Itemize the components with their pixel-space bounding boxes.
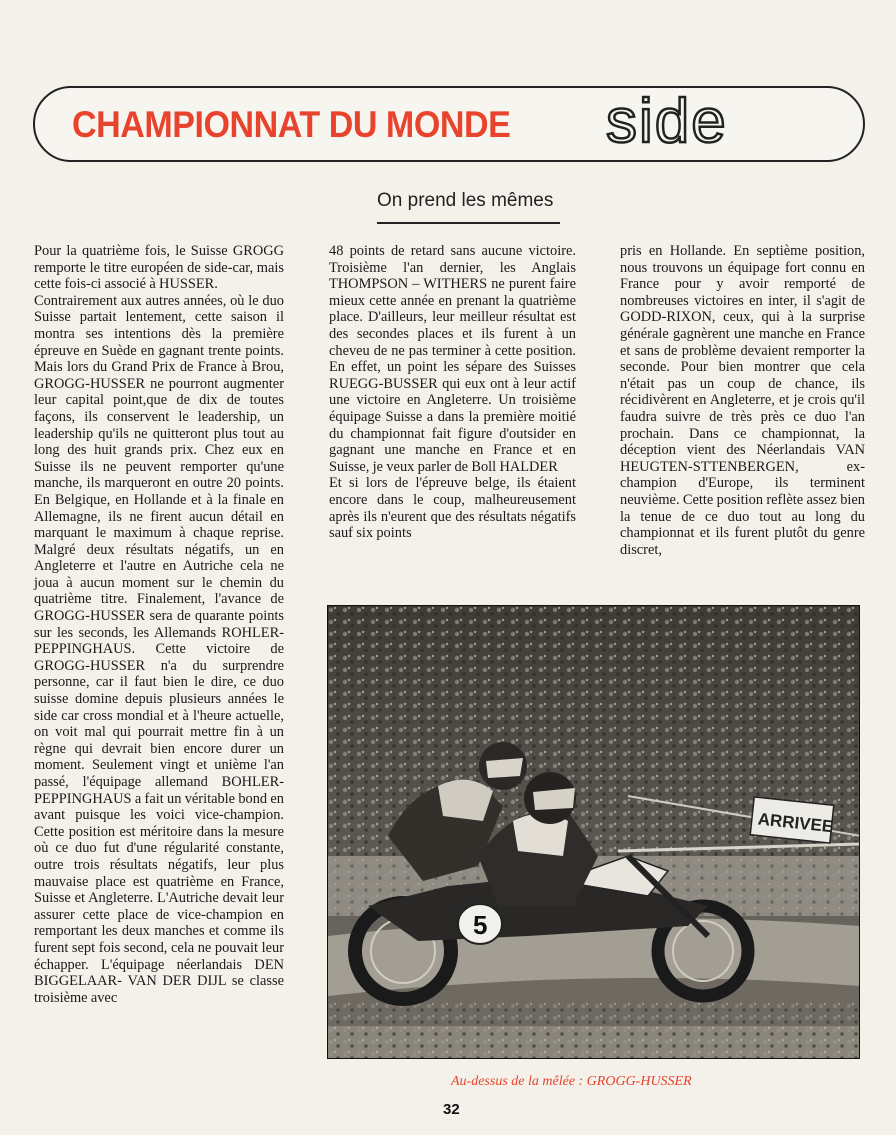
finish-banner-text: ARRIVEE — [756, 809, 835, 837]
article-subtitle: On prend les mêmes — [377, 190, 554, 211]
page-title-side: side — [606, 87, 728, 156]
sidecar-photo — [327, 605, 860, 1059]
finish-banner — [750, 797, 834, 843]
article-column-1: Pour la quatrième fois, le Suisse GROGG remporte le titre européen de side-car, mais cette fois-ci associé à HUSSER. Contrairement aux autres années, où le duo Suisse partait lentement, cette saison il montra ses intentions dès la première épreuve en Suède en gagnant trente points. Mais lors du Grand Prix de France à Brou, GROGG-HUSSER ne pourront augmenter leur capital point,que de dix de toutes façons, ils conservent le leadership, un leadership qu'ils ne quitteront plus tout au long des huit grands prix. Chez eux en Suisse ils ne peuvent remporter qu'une manche, ils marqueront en outre 20 points. En Belgique, en Hollande et à la finale en Allemagne, ils ne firent aucun détail en marquant le maximum à chaque reprise. Malgré deux résultats négatifs, un en Angleterre et l'autre en Autriche cela ne joua à aucun moment sur le chemin du quatrième titre. Finalement, l'avance de GROGG-HUSSER sera de quarante points sur les seconds, les Allemands ROHLER-PEPPINGHAUS. Cette victoire de GROGG-HUSSER n'a du surprendre personne, car il faut bien le dire, ce duo suisse domine depuis plusieurs années le side car cross mondial et à l'heure actuelle, on voit mal qui pourrait mettre fin à un règne qui devrait bien encore durer un moment. Seulement vingt et unième l'an passé, l'équipage allemand BOHLER-PEPPINGHAUS a fait un véritable bond en avant puisque les voici vice-champion. Cette position est méritoire dans la mesure où ce duo fut d'une régularité constante, outre trois résultats négatifs, leur plus mauvaise place est quatrième en France, Suisse et Angleterre. L'Autriche devait leur assurer cette place de vice-champion en remportant les deux manches et comme ils furent sept fois second, cela ne pouvait leur échapper. L'équipage néerlandais DEN BIGGELAAR- VAN DER DIJL se classe troisième avec — [34, 243, 285, 1006]
page-number: 32 — [443, 1101, 460, 1118]
page-title: CHAMPIONNAT DU MONDE — [72, 104, 511, 145]
article-column-3: pris en Hollande. En septième position, nous trouvons un équipage fort connu en France pour y avoir remporté de nombreuses victoires en inter, il s'agit de GODD-RIXON, ceux, qui à la surprise générale gagnèrent une manche en France et sans de problème devaient remporter la seconde. Pour bien montrer que cela n'était pas un coup de chance, ils récidivèrent en Angleterre, et je crois qu'il faudra suivre de très près ce duo l'an prochain. Dans ce championnat, la déception vient des Néerlandais VAN HEUGTEN-STTENBERGEN, ex-champion d'Europe, ils terminent neuvième. Cette position reflète assez bien la tenue de ce duo tout au long du championnat et ils furent plutôt du genre discret, — [620, 243, 865, 558]
number-plate: 5 — [473, 910, 488, 940]
subtitle-underline — [377, 222, 560, 224]
article-column-2: 48 points de retard sans aucune victoire. Troisième l'an dernier, les Anglais THOMPSON – WITHERS ne purent faire mieux cette année en prenant la quatrième place. D'ailleurs, leur meilleur résultat est des secondes places et ils furent à un cheveu de ne pas terminer à cette position. En effet, un point les sépare des Suisses RUEGG-BUSSER qui eux ont à leur actif une victoire en Angleterre. Un troisième équipage Suisse a dans la première moitié du championnat fait figure d'outsider en gagnant une manche en France et en Suisse, je veux parler de Boll HALDER Et si lors de l'épreuve belge, ils étaient encore dans le coup, malheureusement après ils n'eurent que des résultats négatifs sauf six points — [329, 243, 576, 542]
photo-caption: Au-dessus de la mêlée : GROGG-HUSSER — [451, 1074, 692, 1089]
